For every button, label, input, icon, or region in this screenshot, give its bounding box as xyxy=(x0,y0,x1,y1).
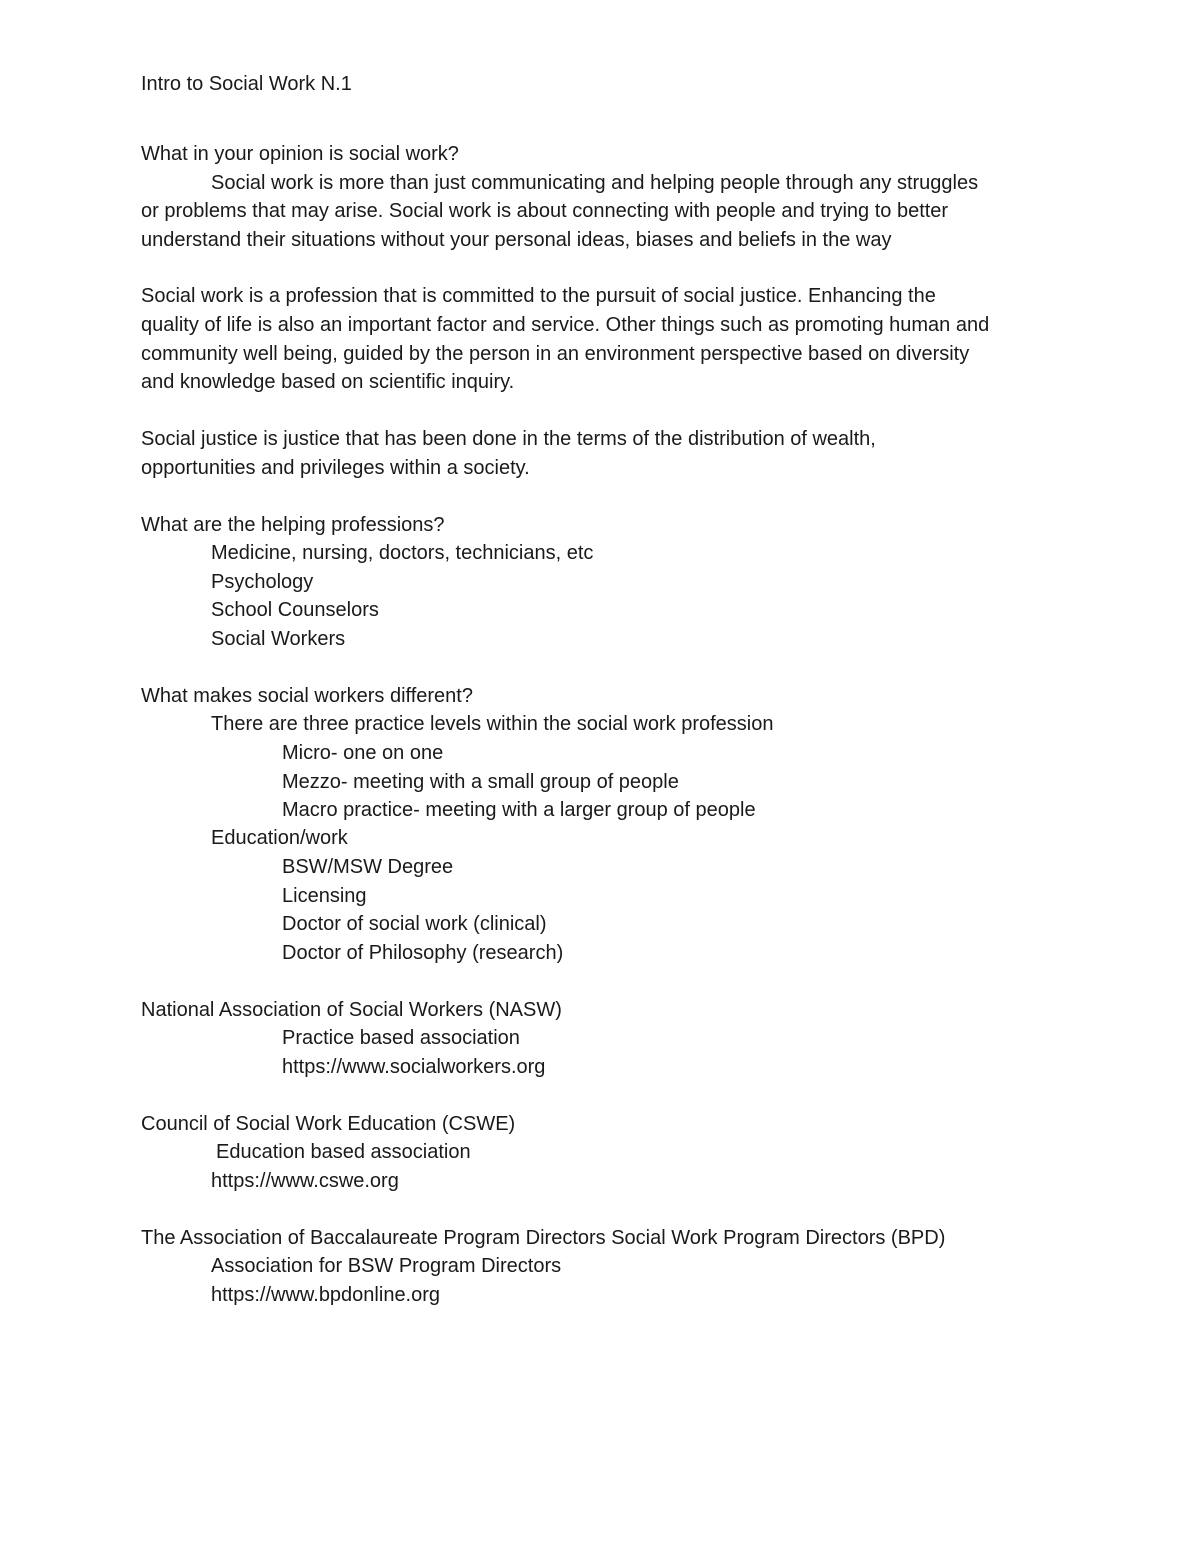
practice-intro: There are three practice levels within the social work profession xyxy=(211,713,774,735)
bpd-name: The Association of Baccalaureate Program Directors Social Work Program Directors (BPD) xyxy=(141,1227,946,1249)
justice-line: opportunities and privileges within a society. xyxy=(141,457,530,479)
list-item: Doctor of social work (clinical) xyxy=(282,913,547,935)
nasw-url[interactable]: https://www.socialworkers.org xyxy=(282,1056,546,1078)
bpd-desc: Association for BSW Program Directors xyxy=(211,1255,562,1277)
question-different: What makes social workers different? xyxy=(141,685,473,707)
answer-line: Social work is more than just communicating and helping people through any struggles xyxy=(211,172,979,194)
list-item: School Counselors xyxy=(211,599,379,621)
list-item: Mezzo- meeting with a small group of people xyxy=(282,771,679,793)
list-item: Social Workers xyxy=(211,628,346,650)
answer-line: or problems that may arise. Social work is about connecting with people and trying to better xyxy=(141,200,949,222)
list-item: Micro- one on one xyxy=(282,742,444,764)
cswe-desc: Education based association xyxy=(216,1141,471,1163)
definition-line: and knowledge based on scientific inquiry. xyxy=(141,371,515,393)
cswe-name: Council of Social Work Education (CSWE) xyxy=(141,1113,516,1135)
list-item: BSW/MSW Degree xyxy=(282,856,454,878)
bpd-url[interactable]: https://www.bpdonline.org xyxy=(211,1284,441,1306)
list-item: Doctor of Philosophy (research) xyxy=(282,942,564,964)
nasw-desc: Practice based association xyxy=(282,1027,520,1049)
list-item: Psychology xyxy=(211,571,314,593)
nasw-name: National Association of Social Workers (NASW) xyxy=(141,999,562,1021)
education-heading: Education/work xyxy=(211,827,348,849)
definition-line: Social work is a profession that is committed to the pursuit of social justice. Enhancing the xyxy=(141,285,936,307)
list-item: Licensing xyxy=(282,885,367,907)
question-helping-professions: What are the helping professions? xyxy=(141,514,445,536)
definition-line: quality of life is also an important factor and service. Other things such as promoting human and xyxy=(141,314,990,336)
justice-line: Social justice is justice that has been done in the terms of the distribution of wealth, xyxy=(141,428,876,450)
cswe-url[interactable]: https://www.cswe.org xyxy=(211,1170,399,1192)
list-item: Medicine, nursing, doctors, technicians, etc xyxy=(211,542,594,564)
answer-line: understand their situations without your personal ideas, biases and beliefs in the way xyxy=(141,229,892,251)
document-title: Intro to Social Work N.1 xyxy=(141,73,352,95)
definition-line: community well being, guided by the person in an environment perspective based on diversity xyxy=(141,343,970,365)
list-item: Macro practice- meeting with a larger group of people xyxy=(282,799,756,821)
question-social-work: What in your opinion is social work? xyxy=(141,143,459,165)
